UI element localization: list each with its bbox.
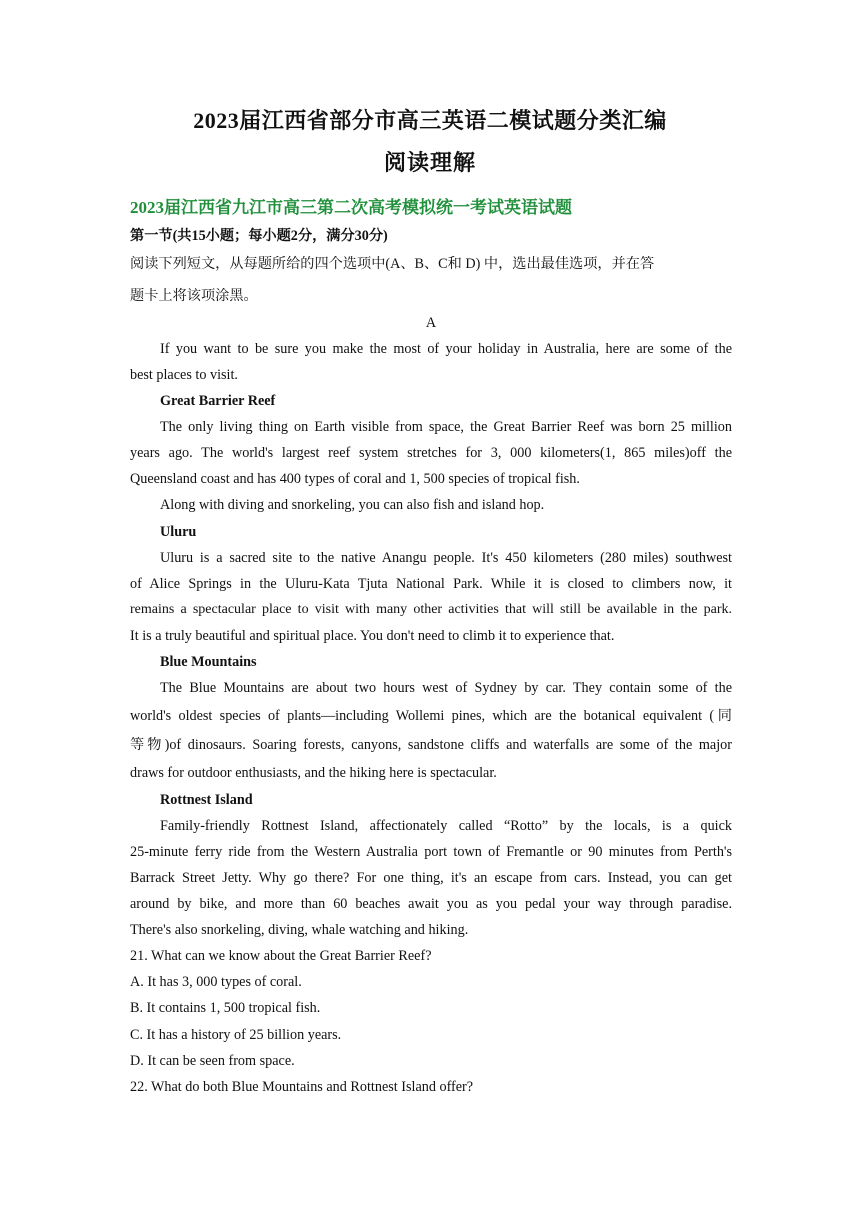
paragraph-line: The Blue Mountains are about two hours west of Sydney by car. They contain some of the bbox=[160, 680, 732, 696]
paragraph-line: around by bike, and more than 60 beaches await you as you pedal your way through paradise. bbox=[130, 896, 732, 912]
answer-option: A. It has 3, 000 types of coral. bbox=[130, 974, 302, 990]
paragraph-line: Queensland coast and has 400 types of coral and 1, 500 species of tropical fish. bbox=[130, 471, 580, 487]
paragraph-line: of Alice Springs in the Uluru-Kata Tjuta National Park. While it is closed to climbers now, it bbox=[130, 576, 732, 592]
instruction-line: 题卡上将该项涂黑。 bbox=[130, 288, 258, 304]
paragraph-line: draws for outdoor enthusiasts, and the hiking here is spectacular. bbox=[130, 765, 497, 781]
paragraph-line: If you want to be sure you make the most of your holiday in Australia, here are some of the bbox=[160, 341, 732, 357]
section-heading: Uluru bbox=[160, 524, 197, 540]
answer-option: C. It has a history of 25 billion years. bbox=[130, 1027, 342, 1043]
passage-letter: A bbox=[425, 315, 437, 331]
paragraph-line: Along with diving and snorkeling, you can also fish and island hop. bbox=[160, 497, 545, 513]
paragraph-line: Family-friendly Rottnest Island, affectionately called “Rotto” by the locals, is a quick bbox=[160, 818, 732, 834]
paragraph-line: best places to visit. bbox=[130, 367, 238, 383]
paragraph-line: Barrack Street Jetty. Why go there? For one thing, it's an escape from cars. Instead, you can get bbox=[130, 870, 732, 886]
answer-option: D. It can be seen from space. bbox=[130, 1053, 295, 1069]
paragraph-line: 25-minute ferry ride from the Western Australia port town of Fremantle or 90 minutes from Perth's bbox=[130, 844, 732, 860]
paragraph-line: It is a truly beautiful and spiritual place. You don't need to climb it to experience that. bbox=[130, 628, 615, 644]
paragraph-line: years ago. The world's largest reef system stretches for 3, 000 kilometers(1, 865 miles)off the bbox=[130, 445, 732, 461]
section-title: 2023届江西省九江市高三第二次高考模拟统一考试英语试题 bbox=[130, 198, 572, 217]
section-heading: Rottnest Island bbox=[160, 792, 253, 808]
paragraph-line: The only living thing on Earth visible from space, the Great Barrier Reef was born 25 million bbox=[160, 419, 732, 435]
section-heading: Blue Mountains bbox=[160, 654, 257, 670]
section-heading: Great Barrier Reef bbox=[160, 393, 276, 409]
paragraph-line: 等物)of dinosaurs. Soaring forests, canyons, sandstone cliffs and waterfalls are some of the major bbox=[130, 737, 732, 753]
paragraph-line: remains a spectacular place to visit with many other activities that will still be available in the park. bbox=[130, 602, 732, 617]
document-subtitle: 阅读理解 bbox=[383, 150, 476, 175]
answer-option: B. It contains 1, 500 tropical fish. bbox=[130, 1000, 321, 1016]
paragraph-line: world's oldest species of plants—including Wollemi pines, which are the botanical equivalent (同 bbox=[130, 708, 732, 724]
paragraph-line: Uluru is a sacred site to the native Anangu people. It's 450 kilometers (280 miles) southwest bbox=[160, 550, 732, 566]
document-title: 2023届江西省部分市高三英语二模试题分类汇编 bbox=[193, 108, 667, 133]
paragraph-line: There's also snorkeling, diving, whale watching and hiking. bbox=[130, 922, 469, 938]
instruction-line: 阅读下列短文，从每题所给的四个选项中(A、B、C和 D) 中，选出最佳选项，并在答 bbox=[130, 256, 655, 272]
question-stem: 21. What can we know about the Great Barrier Reef? bbox=[130, 948, 432, 964]
question-stem: 22. What do both Blue Mountains and Rottnest Island offer? bbox=[130, 1079, 474, 1095]
part-heading: 第一节(共15小题；每小题2分，满分30分) bbox=[130, 228, 388, 244]
